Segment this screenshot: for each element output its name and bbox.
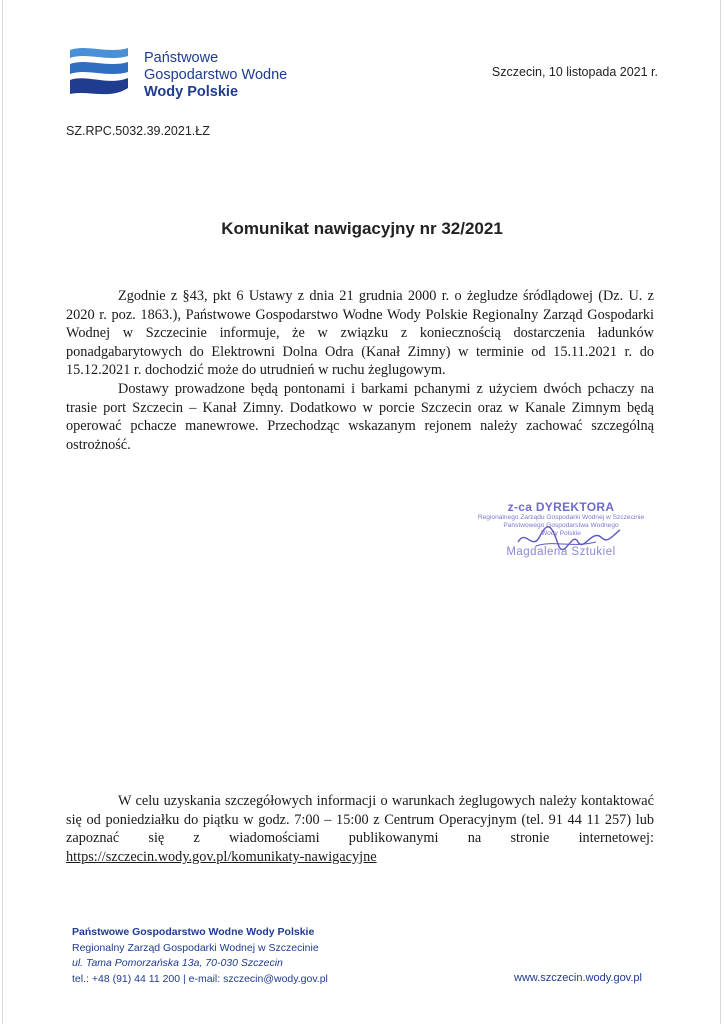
signature-title: z-ca DYREKTORA: [507, 500, 615, 514]
paragraph-1: Zgodnie z §43, pkt 6 Ustawy z dnia 21 grudnia 2000 r. o żegludze śródlądowej (Dz. U. z 2020 r. poz. 1863.), Państwowe Gospodarstwo Wodne Wody Polskie Regionalny Zarząd Gospodarki Wodnej w Szczecinie informuje, że w związku z koniecznością dostarczenia ładunków ponadgabarytowych do Elektrowni Dolna Odra (Kanał Zimny) w terminie od 15.11.2021 r. do 15.12.2021 r. dochodzić może do utrudnień w ruchu żeglugowym.: [66, 288, 654, 379]
contact-info-paragraph: [66, 792, 654, 866]
signature-stamp: [468, 500, 654, 558]
reference-number: SZ.RPC.5032.39.2021.ŁZ: [66, 124, 210, 138]
scan-edge-right: [720, 0, 721, 1024]
wave-logo-icon: [68, 44, 130, 102]
paragraph-2: Dostawy prowadzone będą pontonami i barkami pchanymi z użyciem dwóch pchaczy na trasie port Szczecin – Kanał Zimny. Dodatkowo w porcie Szczecin oraz w Kanale Zimnym będą operować pchacze manewrowe. Przechodząc wskazanym rejonem należy zachować szczególną ostrożność.: [66, 380, 654, 453]
komunikaty-link[interactable]: https://szczecin.wody.gov.pl/komunikaty-nawigacyjne: [66, 848, 377, 865]
wody-polskie-logo: [68, 44, 287, 102]
handwritten-signature-icon: [512, 522, 622, 554]
stamp-line-2: Państwowego Gospodarstwa Wodnego: [503, 522, 619, 529]
document-title: Komunikat nawigacyjny nr 32/2021: [221, 219, 503, 238]
logo-line-1: Państwowe: [144, 50, 219, 66]
stamp-line-3: Wody Polskie: [541, 530, 581, 537]
signatory-name: Magdalena Sztukiel: [506, 546, 616, 558]
stamp-line-1: Regionalnego Zarządu Gospodarki Wodnej w Szczecinie: [477, 514, 645, 521]
footer-address: [72, 925, 328, 987]
logo-line-3: Wody Polskie: [144, 84, 239, 100]
footer-website-link[interactable]: www.szczecin.wody.gov.pl: [514, 972, 642, 984]
scan-edge-left: [2, 0, 3, 1024]
main-body: [66, 287, 654, 454]
footer-org: Państwowe Gospodarstwo Wodne Wody Polskie: [72, 926, 315, 938]
footer-unit: Regionalny Zarząd Gospodarki Wodnej w Szczecinie: [72, 941, 319, 954]
logo-line-2: Gospodarstwo Wodne: [144, 67, 288, 83]
footer-street: ul. Tama Pomorzańska 13a, 70-030 Szczecin: [72, 957, 283, 969]
footer-contact: tel.: +48 (91) 44 11 200 | e-mail: szczecin@wody.gov.pl: [72, 972, 328, 985]
contact-info-text: W celu uzyskania szczegółowych informacji o warunkach żeglugowych należy kontaktować się od poniedziałku do piątku w godz. 7:00 – 15:00 z Centrum Operacyjnym (tel. 91 44 11 257) lub zapoznać się z wiadomościami publikowanymi na stronie internetowej:: [66, 793, 654, 847]
document-date: Szczecin, 10 listopada 2021 r.: [491, 65, 658, 79]
